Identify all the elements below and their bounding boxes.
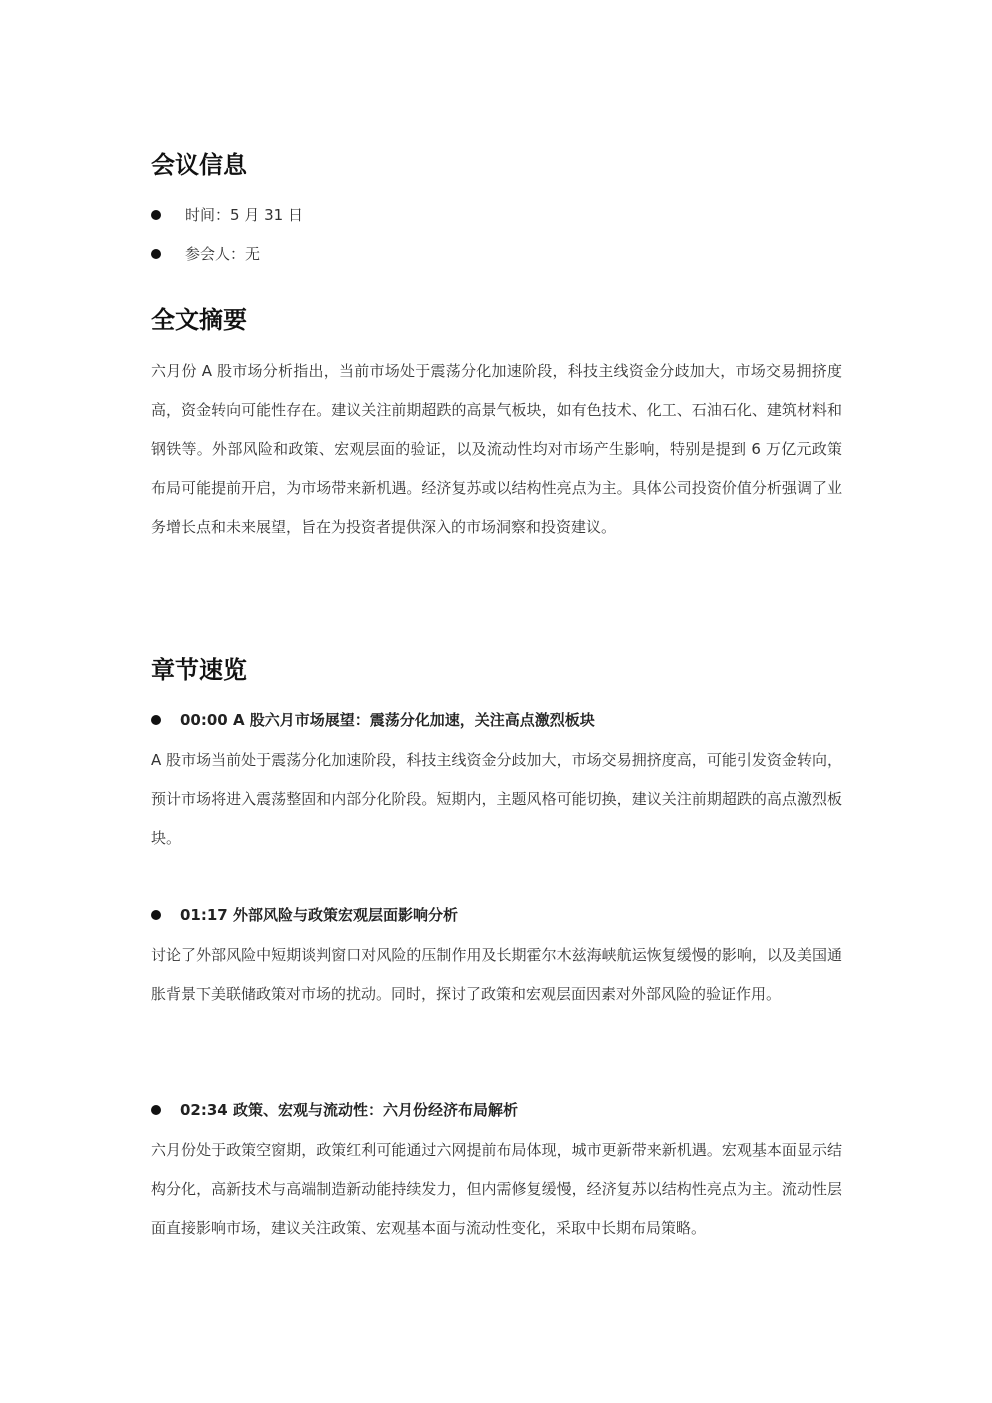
chapters-heading: 章节速览 (151, 656, 247, 684)
meeting-attendees-label: 参会人： (185, 245, 246, 263)
meeting-info-heading: 会议信息 (151, 151, 247, 179)
chapter-title: 01:17 外部风险与政策宏观层面影响分析 (180, 906, 458, 924)
chapter-title-item (151, 708, 842, 732)
meeting-time-item (151, 203, 842, 227)
meeting-attendees-text (185, 242, 260, 266)
meeting-attendees-value: 无 (245, 245, 261, 263)
chapter-body: 六月份处于政策空窗期，政策红利可能通过六网提前布局体现，城市更新带来新机遇。宏观基本面显示结构分化，高新技术与高端制造新动能持续发力，但内需修复缓慢，经济复苏以结构性亮点为主。流动性层面直接影响市场，建议关注政策、宏观基本面与流动性变化，采取中长期布局策略。 (151, 1141, 842, 1237)
chapter-title-item (151, 1098, 842, 1122)
bullet-dot-icon (151, 1105, 161, 1115)
chapter-title: 00:00 A 股六月市场展望：震荡分化加速，关注高点激烈板块 (180, 711, 595, 729)
meeting-time-label: 时间： (185, 206, 231, 224)
bullet-dot-icon (151, 715, 161, 725)
summary-paragraph: 六月份 A 股市场分析指出，当前市场处于震荡分化加速阶段，科技主线资金分歧加大，市场交易拥挤度高，资金转向可能性存在。建议关注前期超跌的高景气板块，如有色技术、化工、石油石化、建筑材料和钢铁等。外部风险和政策、宏观层面的验证，以及流动性均对市场产生影响，特别是提到 6 万亿元政策布局可能提前开启，为市场带来新机遇。经济复苏或以结构性亮点为主。具体公司投资价值分析强调了业务增长点和未来展望，旨在为投资者提供深入的市场洞察和投资建议。 (151, 362, 842, 536)
chapter-body: A 股市场当前处于震荡分化加速阶段，科技主线资金分歧加大，市场交易拥挤度高，可能引发资金转向，预计市场将进入震荡整固和内部分化阶段。短期内，主题风格可能切换，建议关注前期超跌的高点激烈板块。 (151, 751, 842, 847)
chapter-body: 讨论了外部风险中短期谈判窗口对风险的压制作用及长期霍尔木兹海峡航运恢复缓慢的影响，以及美国通胀背景下美联储政策对市场的扰动。同时，探讨了政策和宏观层面因素对外部风险的验证作用。 (151, 946, 842, 1003)
summary-heading: 全文摘要 (151, 306, 247, 334)
chapter-title: 02:34 政策、宏观与流动性：六月份经济布局解析 (180, 1101, 518, 1119)
meeting-attendees-item (151, 242, 842, 266)
bullet-dot-icon (151, 249, 161, 259)
bullet-dot-icon (151, 910, 161, 920)
chapter-title-item (151, 903, 842, 927)
bullet-dot-icon (151, 210, 161, 220)
meeting-time-text (185, 203, 303, 227)
meeting-time-value: 5 月 31 日 (230, 206, 303, 224)
